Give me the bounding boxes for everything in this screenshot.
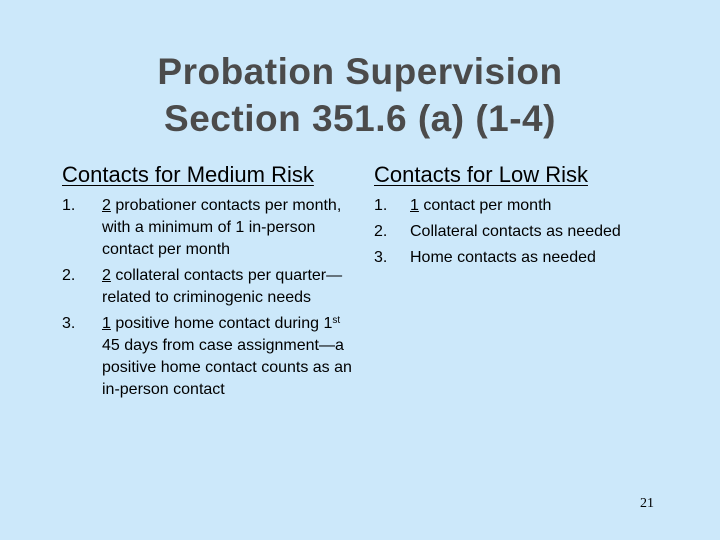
item-text: contact per month <box>418 197 552 214</box>
item-lead-number: 1 <box>410 197 419 214</box>
medium-risk-column <box>62 160 362 405</box>
item-text: collateral contacts per quarter—related to criminogenic needs <box>102 267 343 306</box>
list-item <box>374 247 680 269</box>
item-number: 3. <box>62 315 76 332</box>
low-risk-column <box>374 160 674 273</box>
item-text-continued: 45 days from case assignment—a positive home contact counts as an in-person contact <box>102 337 352 398</box>
page-number: 21 <box>640 496 654 511</box>
low-risk-list <box>374 195 674 269</box>
list-item <box>374 221 680 243</box>
item-number: 2. <box>374 223 388 240</box>
item-number: 2. <box>62 267 76 284</box>
item-text: probationer contacts per month, with a minimum of 1 in-person contact per month <box>102 197 342 258</box>
medium-risk-list <box>62 195 362 401</box>
item-number: 1. <box>62 197 76 214</box>
title-line-2: Section 351.6 (a) (1-4) <box>164 98 556 139</box>
item-text: positive home contact during 1 <box>110 315 333 332</box>
list-item <box>374 195 680 217</box>
title-line-1: Probation Supervision <box>157 51 563 92</box>
ordinal-suffix: st <box>332 315 341 326</box>
medium-risk-heading: Contacts for Medium Risk <box>62 162 314 187</box>
slide-title <box>0 48 720 142</box>
low-risk-heading: Contacts for Low Risk <box>374 162 588 187</box>
item-lead-number: 2 <box>102 267 111 284</box>
list-item <box>62 313 352 401</box>
list-item <box>62 195 352 261</box>
item-lead-number: 2 <box>102 197 111 214</box>
list-item <box>62 265 352 309</box>
item-text: Collateral contacts as needed <box>410 223 621 240</box>
item-number: 1. <box>374 197 388 214</box>
item-lead-number: 1 <box>102 315 111 332</box>
item-text: Home contacts as needed <box>410 249 596 266</box>
item-number: 3. <box>374 249 388 266</box>
